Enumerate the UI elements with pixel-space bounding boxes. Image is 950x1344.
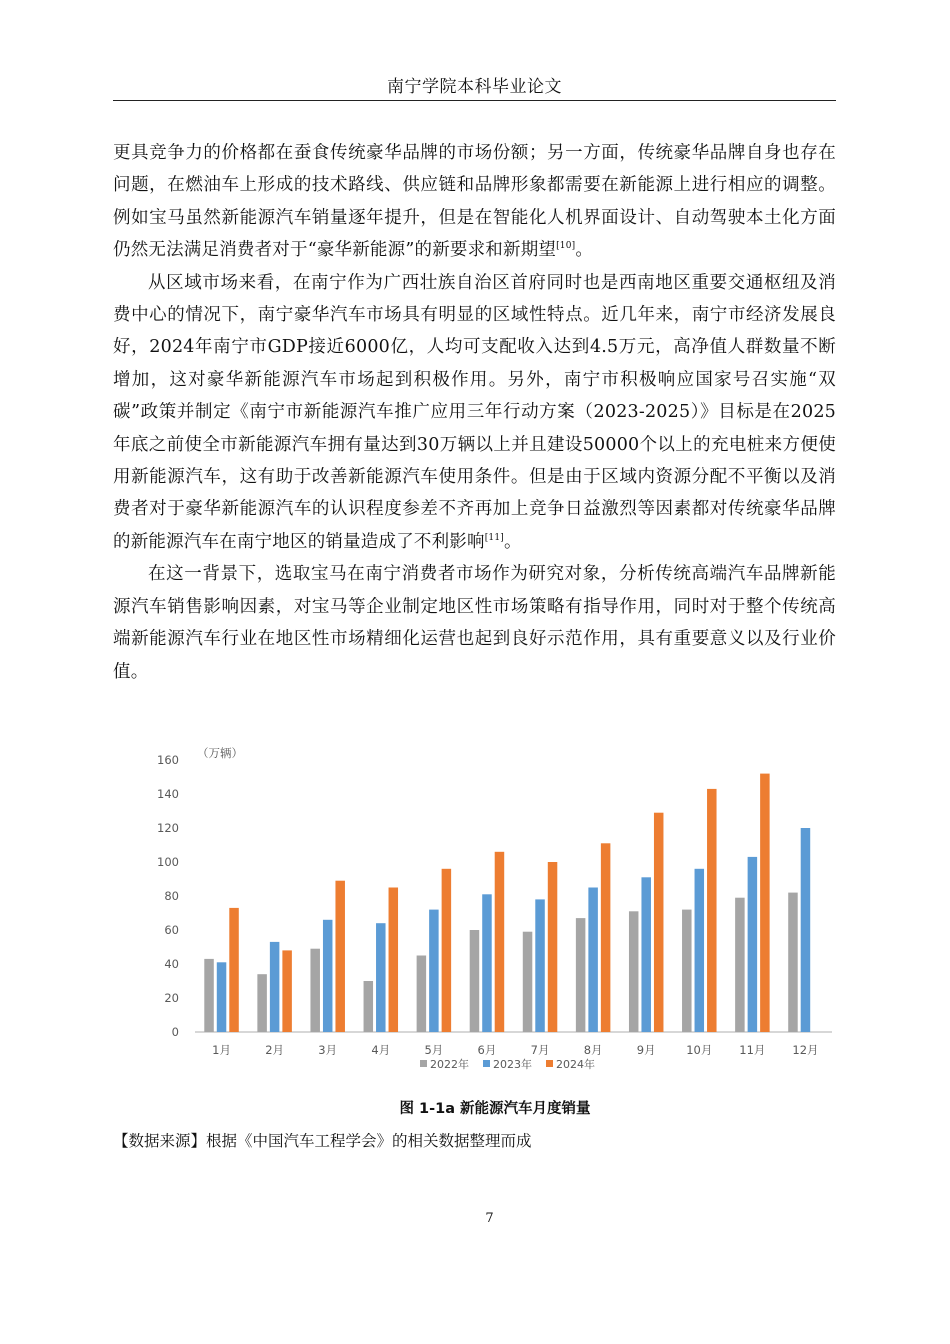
- bar-2022年-8月: [576, 918, 586, 1032]
- monthly-sales-chart: [150, 730, 840, 1080]
- bar-2024年-7月: [548, 862, 558, 1032]
- x-tick-label: 7月: [530, 1043, 550, 1057]
- bar-2022年-9月: [629, 911, 639, 1032]
- y-tick-label: 20: [164, 991, 179, 1005]
- legend-label-2024年: 2024年: [556, 1058, 595, 1071]
- bar-2022年-12月: [788, 893, 798, 1032]
- bar-2024年-1月: [229, 908, 239, 1032]
- x-tick-label: 3月: [318, 1043, 338, 1057]
- x-tick-label: 1月: [212, 1043, 231, 1057]
- bar-2023年-6月: [482, 894, 492, 1032]
- bar-2024年-6月: [495, 852, 505, 1032]
- bar-2024年-8月: [601, 843, 611, 1032]
- bar-2022年-2月: [257, 974, 267, 1032]
- legend-label-2022年: 2022年: [430, 1058, 469, 1071]
- chart-svg: [150, 730, 840, 1080]
- bar-2024年-3月: [335, 881, 345, 1032]
- x-tick-label: 6月: [477, 1043, 497, 1057]
- page-header-title: 南宁学院本科毕业论文: [387, 77, 562, 97]
- x-tick-label: 12月: [792, 1043, 819, 1057]
- citation-11: [11]: [484, 532, 504, 543]
- bar-2022年-5月: [417, 956, 427, 1033]
- bar-2023年-12月: [801, 828, 811, 1032]
- bar-2022年-4月: [364, 981, 374, 1032]
- bar-2022年-6月: [470, 930, 480, 1032]
- bar-2023年-2月: [270, 942, 280, 1032]
- y-tick-label: 0: [171, 1025, 179, 1039]
- bar-2023年-7月: [535, 899, 545, 1032]
- body-text: [113, 137, 836, 688]
- y-tick-label: 120: [157, 821, 179, 835]
- y-unit-label: （万辆）: [197, 746, 243, 760]
- paragraph-1-text: 更具竞争力的价格都在蚕食传统豪华品牌的市场份额；另一方面，传统豪华品牌自身也存在问题，在燃油车上形成的技术路线、供应链和品牌形象都需要在新能源上进行相应的调整。例如宝马虽然新能源汽车销量逐年提升，但是在智能化人机界面设计、自动驾驶本土化方面仍然无法满足消费者对于“豪华新能源”的新要求和新期望: [113, 143, 836, 261]
- y-tick-label: 140: [157, 787, 179, 801]
- bar-2024年-5月: [442, 869, 452, 1032]
- paragraph-3: [113, 558, 836, 688]
- bar-2024年-2月: [282, 950, 292, 1032]
- page-number: 7: [485, 1211, 494, 1226]
- paragraph-2-text: 从区域市场来看，在南宁作为广西壮族自治区首府同时也是西南地区重要交通枢纽及消费中心的情况下，南宁豪华汽车市场具有明显的区域性特点。近几年来，南宁市经济发展良好，2024年南宁市GDP接近6000亿，人均可支配收入达到4.5万元，高净值人群数量不断增加，这对豪华新能源汽车市场起到积极作用。另外，南宁市积极响应国家号召实施“双碳”政策并制定《南宁市新能源汽车推广应用三年行动方案（2023-2025）》目标是在2025年底之前使全市新能源汽车拥有量达到30万辆以上并且建设50000个以上的充电桩来方便使用新能源汽车，这有助于改善新能源汽车使用条件。但是由于区域内资源分配不平衡以及消费者对于豪华新能源汽车的认识程度参差不齐再加上竞争日益激烈等因素都对传统豪华品牌的新能源汽车在南宁地区的销量造成了不利影响: [113, 272, 836, 552]
- bar-2022年-3月: [310, 949, 320, 1032]
- bar-2023年-3月: [323, 920, 333, 1032]
- paragraph-1: [113, 137, 836, 267]
- y-tick-label: 40: [164, 957, 179, 971]
- y-tick-label: 160: [157, 753, 179, 767]
- bar-2023年-9月: [641, 877, 651, 1032]
- bar-2022年-7月: [523, 932, 533, 1032]
- bar-2024年-10月: [707, 789, 717, 1032]
- bar-2023年-4月: [376, 923, 386, 1032]
- bar-2022年-1月: [204, 959, 214, 1032]
- bar-2023年-8月: [588, 888, 598, 1033]
- bar-2022年-11月: [735, 898, 745, 1032]
- header-rule: [113, 100, 836, 101]
- legend-label-2023年: 2023年: [493, 1058, 532, 1071]
- x-tick-label: 10月: [686, 1043, 713, 1057]
- bar-2024年-9月: [654, 813, 664, 1032]
- x-tick-label: 9月: [636, 1043, 656, 1057]
- bar-2023年-5月: [429, 910, 439, 1032]
- x-tick-label: 4月: [371, 1043, 391, 1057]
- y-tick-label: 60: [164, 923, 179, 937]
- figure-source: 【数据来源】根据《中国汽车工程学会》的相关数据整理而成: [113, 1132, 532, 1150]
- y-tick-label: 80: [164, 889, 179, 903]
- y-tick-label: 100: [157, 855, 179, 869]
- x-tick-label: 2月: [265, 1043, 285, 1057]
- paragraph-3-text: 在这一背景下，选取宝马在南宁消费者市场作为研究对象，分析传统高端汽车品牌新能源汽车销售影响因素，对宝马等企业制定地区性市场策略有指导作用，同时对于整个传统高端新能源汽车行业在地区性市场精细化运营也起到良好示范作用，具有重要意义以及行业价值。: [113, 564, 836, 682]
- x-tick-label: 11月: [739, 1043, 766, 1057]
- bar-2024年-4月: [389, 888, 399, 1033]
- legend-swatch-2022年: [420, 1060, 427, 1067]
- bar-2024年-11月: [760, 774, 770, 1032]
- paragraph-2-end: 。: [503, 531, 522, 552]
- paragraph-2: [113, 267, 836, 559]
- x-tick-label: 5月: [424, 1043, 444, 1057]
- bar-2023年-1月: [217, 962, 227, 1032]
- x-tick-label: 8月: [583, 1043, 603, 1057]
- paragraph-1-end: 。: [575, 240, 594, 261]
- bar-2023年-10月: [695, 869, 705, 1032]
- citation-10: [10]: [556, 241, 576, 252]
- legend-swatch-2024年: [546, 1060, 553, 1067]
- bar-2023年-11月: [748, 857, 758, 1032]
- bar-2022年-10月: [682, 910, 692, 1032]
- figure-caption: 图 1-1a 新能源汽车月度销量: [399, 1101, 591, 1117]
- legend-swatch-2023年: [483, 1060, 490, 1067]
